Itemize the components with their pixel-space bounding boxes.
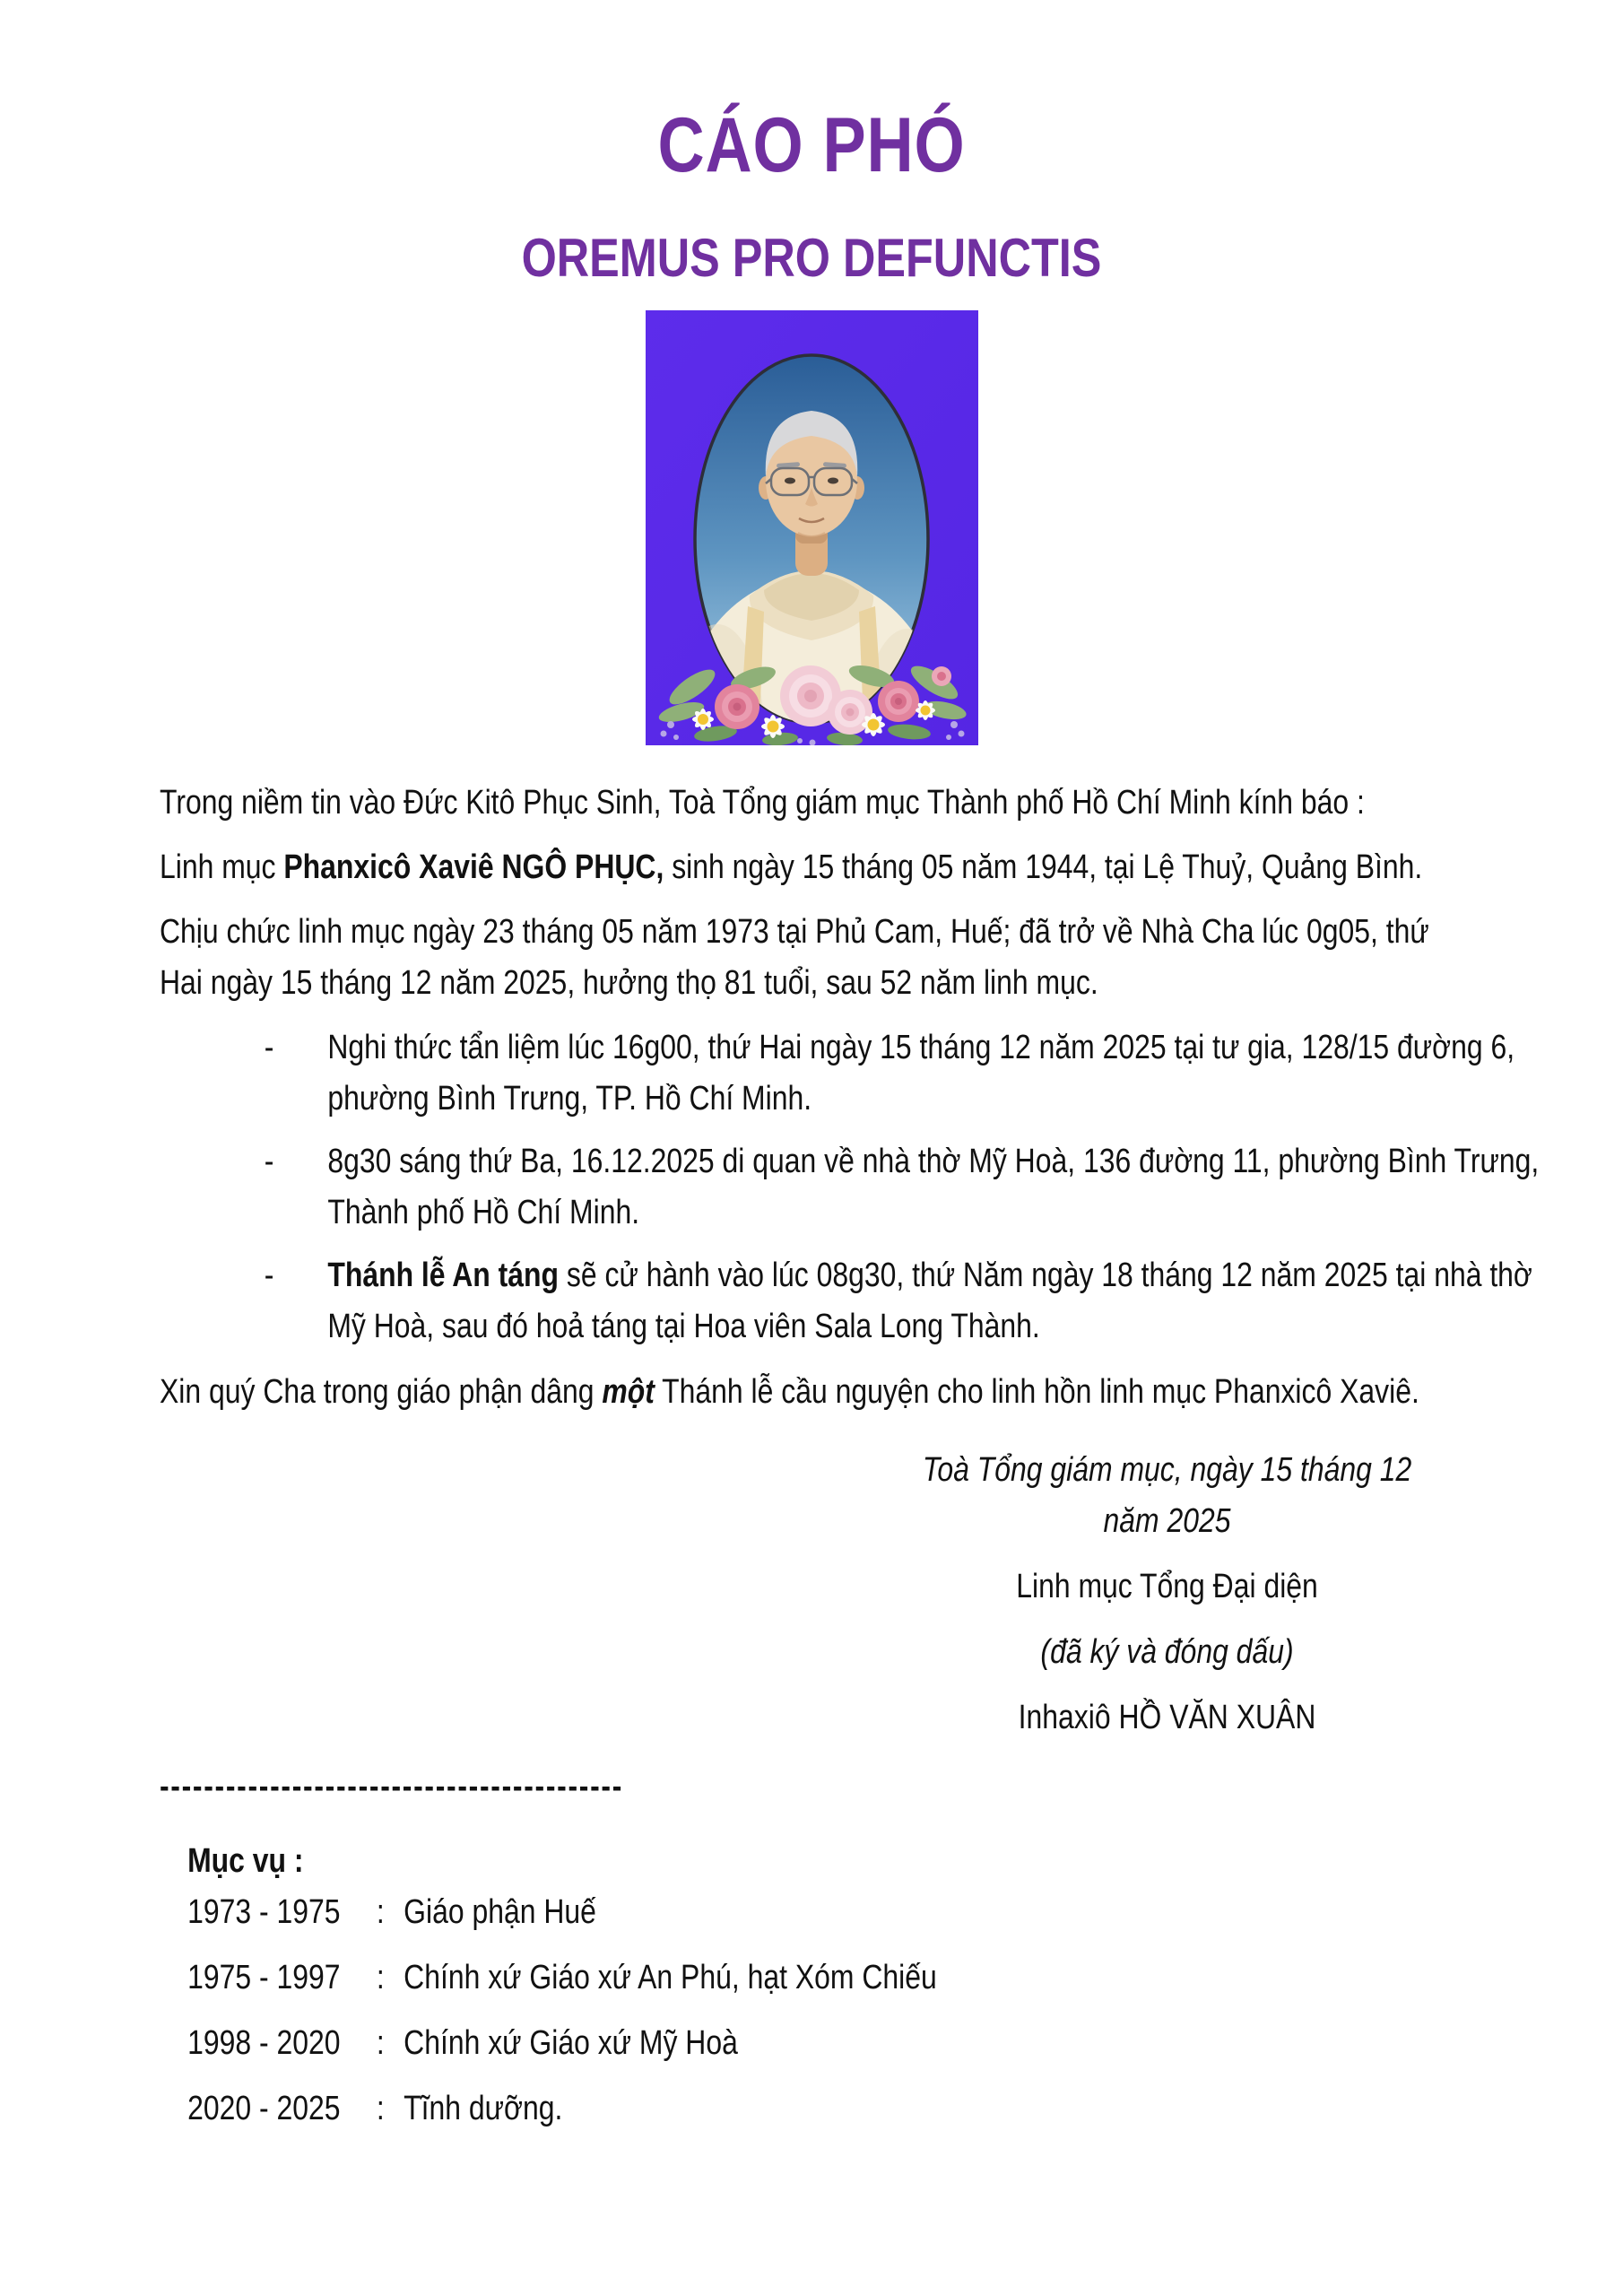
ministry-assignment: Chính xứ Giáo xứ Mỹ Hoà [404,2024,738,2062]
birth-prefix: Linh mục [160,848,284,886]
list-item-bold: Thánh lễ An táng [327,1257,560,1294]
list-item-body: sẽ cử hành vào lúc 08g30, thứ Năm ngày 18 tháng 12 năm 2025 tại nhà thờ Mỹ Hoà, sau đó hoả táng tại Hoa viên Sala Long Thành. [327,1257,1532,1345]
ministry-years: 1975 - 1997 [187,1959,341,1996]
ministry-assignment: Giáo phận Huế [404,1893,596,1931]
signature-name: Inhaxiô HỒ VĂN XUÂN [1018,1699,1316,1736]
ministry-colon: : [376,1959,385,1996]
ministry-years: 1973 - 1975 [187,1893,341,1931]
list-item-body: 8g30 sáng thứ Ba, 16.12.2025 di quan về nhà thờ Mỹ Hoà, 136 đường 11, phường Bình Trưng, Thành phố Hồ Chí Minh. [327,1143,1540,1231]
mass-request-prefix: Xin quý Cha trong giáo phận dâng [160,1373,603,1411]
portrait-photo [646,310,978,745]
list-dash-marker: - [264,1143,274,1180]
list-item-text [327,1250,1564,1352]
deceased-name: Phanxicô Xaviê NGÔ PHỤC, [283,848,664,886]
intro-paragraph: Trong niềm tin vào Đức Kitô Phục Sinh, Toà Tổng giám mục Thành phố Hồ Chí Minh kính báo : [160,784,1365,822]
ministry-row [187,2083,1488,2135]
signature-role: Linh mục Tổng Đại diện [1016,1568,1318,1605]
list-item-text [327,1022,1564,1125]
list-item [265,1136,1565,1239]
dashed-separator: ------------------------------------------ [160,1768,624,1805]
ministry-row [187,1887,1488,1938]
ministry-years: 2020 - 2025 [187,2090,341,2127]
ministry-assignment: Tĩnh dưỡng. [404,2090,563,2127]
signature-sealed-note: (đã ký và đóng dấu) [1040,1633,1294,1671]
ministry-section [160,1836,1488,2135]
mass-request-emphasis: một [602,1373,655,1411]
funeral-schedule-list [160,1022,1565,1352]
ministry-assignment: Chính xứ Giáo xứ An Phú, hạt Xóm Chiếu [404,1959,937,1996]
list-item [265,1250,1565,1352]
ministry-colon: : [376,1893,385,1931]
list-item-body: Nghi thức tẩn liệm lúc 16g00, thứ Hai ngày 15 tháng 12 năm 2025 tại tư gia, 128/15 đường 6, phường Bình Trưng, TP. Hồ Chí Minh. [327,1029,1515,1118]
ministry-colon: : [376,2024,385,2062]
ministry-row [187,1952,1488,2004]
mass-request-suffix: Thánh lễ cầu nguyện cho linh hồn linh mục Phanxicô Xaviê. [654,1373,1419,1411]
birth-paragraph [160,842,1460,893]
ministry-colon: : [376,2090,385,2127]
ministry-heading: Mục vụ : [187,1842,304,1880]
list-item [265,1022,1565,1125]
mass-request-paragraph [160,1367,1460,1418]
signature-block [321,1445,1413,1744]
list-dash-marker: - [264,1257,274,1294]
ministry-row [187,2018,1488,2069]
ordination-paragraph: Chịu chức linh mục ngày 23 tháng 05 năm 1973 tại Phủ Cam, Huế; đã trở về Nhà Cha lúc 0g05, thứ Hai ngày 15 tháng 12 năm 2025, hưởng thọ 81 tuổi, sau 52 năm linh mục. [160,913,1429,1002]
birth-suffix: sinh ngày 15 tháng 05 năm 1944, tại Lệ Thuỷ, Quảng Bình. [664,848,1423,886]
page-title: CÁO PHÓ [657,102,966,188]
page-subtitle: OREMUS PRO DEFUNCTIS [521,228,1102,288]
document-body [160,778,1540,2135]
list-dash-marker: - [264,1029,274,1066]
list-item-text [327,1136,1564,1239]
ministry-years: 1998 - 2020 [187,2024,341,2062]
signature-place-date: Toà Tổng giám mục, ngày 15 tháng 12 năm 2025 [922,1451,1412,1540]
